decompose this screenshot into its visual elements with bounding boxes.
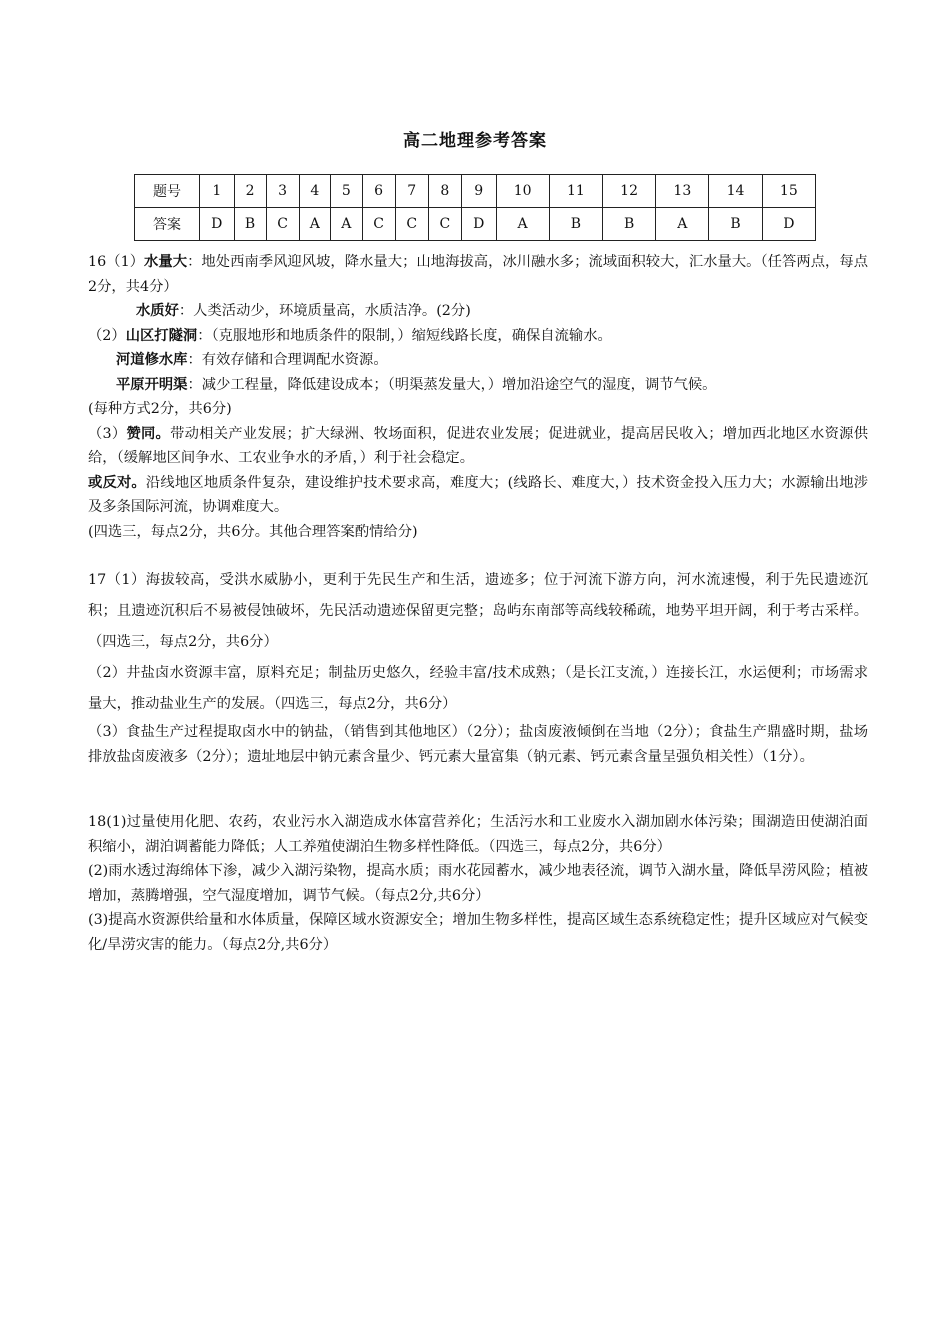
q16-part3-score: (四选三，每点2分，共6分。其他合理答案酌情给分) <box>88 523 418 540</box>
table-cell: A <box>299 208 330 241</box>
table-cell: A <box>656 208 709 241</box>
table-row-numbers <box>135 175 816 208</box>
table-row-answers <box>135 208 816 241</box>
row-label-number: 题号 <box>135 175 200 208</box>
table-cell: 4 <box>299 175 330 208</box>
question-18-answer <box>88 810 868 957</box>
q16-part1b: 水质好：人类活动少，环境质量高，水质洁净。(2分) <box>136 303 471 319</box>
table-cell: B <box>234 208 266 241</box>
table-cell: 7 <box>395 175 428 208</box>
table-cell: B <box>709 208 762 241</box>
table-cell: D <box>200 208 235 241</box>
table-cell: C <box>266 208 299 241</box>
table-cell: 6 <box>362 175 395 208</box>
table-cell: A <box>496 208 549 241</box>
q16-part2: （2）山区打隧洞：（克服地形和地质条件的限制，）缩短线路长度，确保自流输水。 <box>88 327 612 344</box>
question-17-answer <box>88 565 868 769</box>
table-cell: 5 <box>331 175 362 208</box>
table-cell: 2 <box>234 175 266 208</box>
page-title: 高二地理参考答案 <box>403 131 547 151</box>
q16-part1: 16（1）水量大：地处西南季风迎风坡，降水量大；山地海拔高，冰川融水多；流域面积较大，汇水量大。（任答两点，每点2分，共4分） <box>88 254 868 295</box>
table-cell: 9 <box>461 175 496 208</box>
q18-part3: (3)提高水资源供给量和水体质量，保障区域水资源安全；增加生物多样性，提高区域生态系统稳定性；提升区域应对气候变化/旱涝灾害的能力。（每点2分,共6分） <box>88 912 868 953</box>
table-cell: 12 <box>602 175 655 208</box>
question-16-answer <box>88 250 868 544</box>
table-cell: 11 <box>549 175 602 208</box>
table-cell: 8 <box>428 175 461 208</box>
row-label-answer: 答案 <box>135 208 200 241</box>
q16-part3b: 或反对。沿线地区地质条件复杂，建设维护技术要求高，难度大；(线路长、难度大，）技术资金投入压力大；水源输出地涉及多条国际河流，协调难度大。 <box>88 474 868 515</box>
q16-part3: （3）赞同。带动相关产业发展；扩大绿洲、牧场面积，促进农业发展；促进就业，提高居民收入；增加西北地区水资源供给，（缓解地区间争水、工农业争水的矛盾，）利于社会稳定。 <box>88 425 868 466</box>
table-cell: 1 <box>200 175 235 208</box>
answer-table <box>134 174 816 241</box>
table-cell: A <box>331 208 362 241</box>
q17-part1: 17（1）海拔较高，受洪水威胁小，更利于先民生产和生活，遗迹多；位于河流下游方向，河水流速慢，利于先民遗迹沉积；且遗迹沉积后不易被侵蚀破坏，先民活动遗迹保留更完整；岛屿东南部等高线较稀疏，地势平坦开阔，利于考古采样。（四选三，每点2分，共6分） <box>88 572 868 650</box>
q16-part2c: 平原开明渠：减少工程量，降低建设成本；（明渠蒸发量大，）增加沿途空气的湿度，调节气候。 <box>116 376 717 393</box>
table-cell: 3 <box>266 175 299 208</box>
q17-part3: （3）食盐生产过程提取卤水中的钠盐，（销售到其他地区）（2分）；盐卤废液倾倒在当地（2分）；食盐生产鼎盛时期，盐场排放盐卤废液多（2分）；遗址地层中钠元素含量少、钙元素大量富集（钠元素、钙元素含量呈强负相关性）（1分）。 <box>88 724 868 765</box>
table-cell: C <box>362 208 395 241</box>
q16-part2-score: (每种方式2分，共6分) <box>88 401 232 417</box>
table-cell: 13 <box>656 175 709 208</box>
table-cell: 15 <box>762 175 815 208</box>
q17-part2: （2）井盐卤水资源丰富，原料充足；制盐历史悠久，经验丰富/技术成熟；（是长江支流，）连接长江，水运便利；市场需求量大，推动盐业生产的发展。（四选三，每点2分，共6分） <box>88 665 868 712</box>
table-cell: C <box>428 208 461 241</box>
table-cell: B <box>602 208 655 241</box>
table-cell: 14 <box>709 175 762 208</box>
table-cell: D <box>762 208 815 241</box>
table-cell: D <box>461 208 496 241</box>
q16-part2b: 河道修水库：有效存储和合理调配水资源。 <box>116 352 388 368</box>
table-cell: 10 <box>496 175 549 208</box>
q18-part1: 18(1)过量使用化肥、农药，农业污水入湖造成水体富营养化；生活污水和工业废水入湖加剧水体污染；围湖造田使湖泊面积缩小，湖泊调蓄能力降低；人工养殖使湖泊生物多样性降低。（四选三，每点2分，共6分） <box>88 814 868 855</box>
table-cell: C <box>395 208 428 241</box>
table-cell: B <box>549 208 602 241</box>
q18-part2: (2)雨水透过海绵体下渗，减少入湖污染物，提高水质；雨水花园蓄水，减少地表径流，调节入湖水量，降低旱涝风险；植被增加，蒸腾增强，空气湿度增加，调节气候。（每点2分,共6分） <box>88 863 868 904</box>
